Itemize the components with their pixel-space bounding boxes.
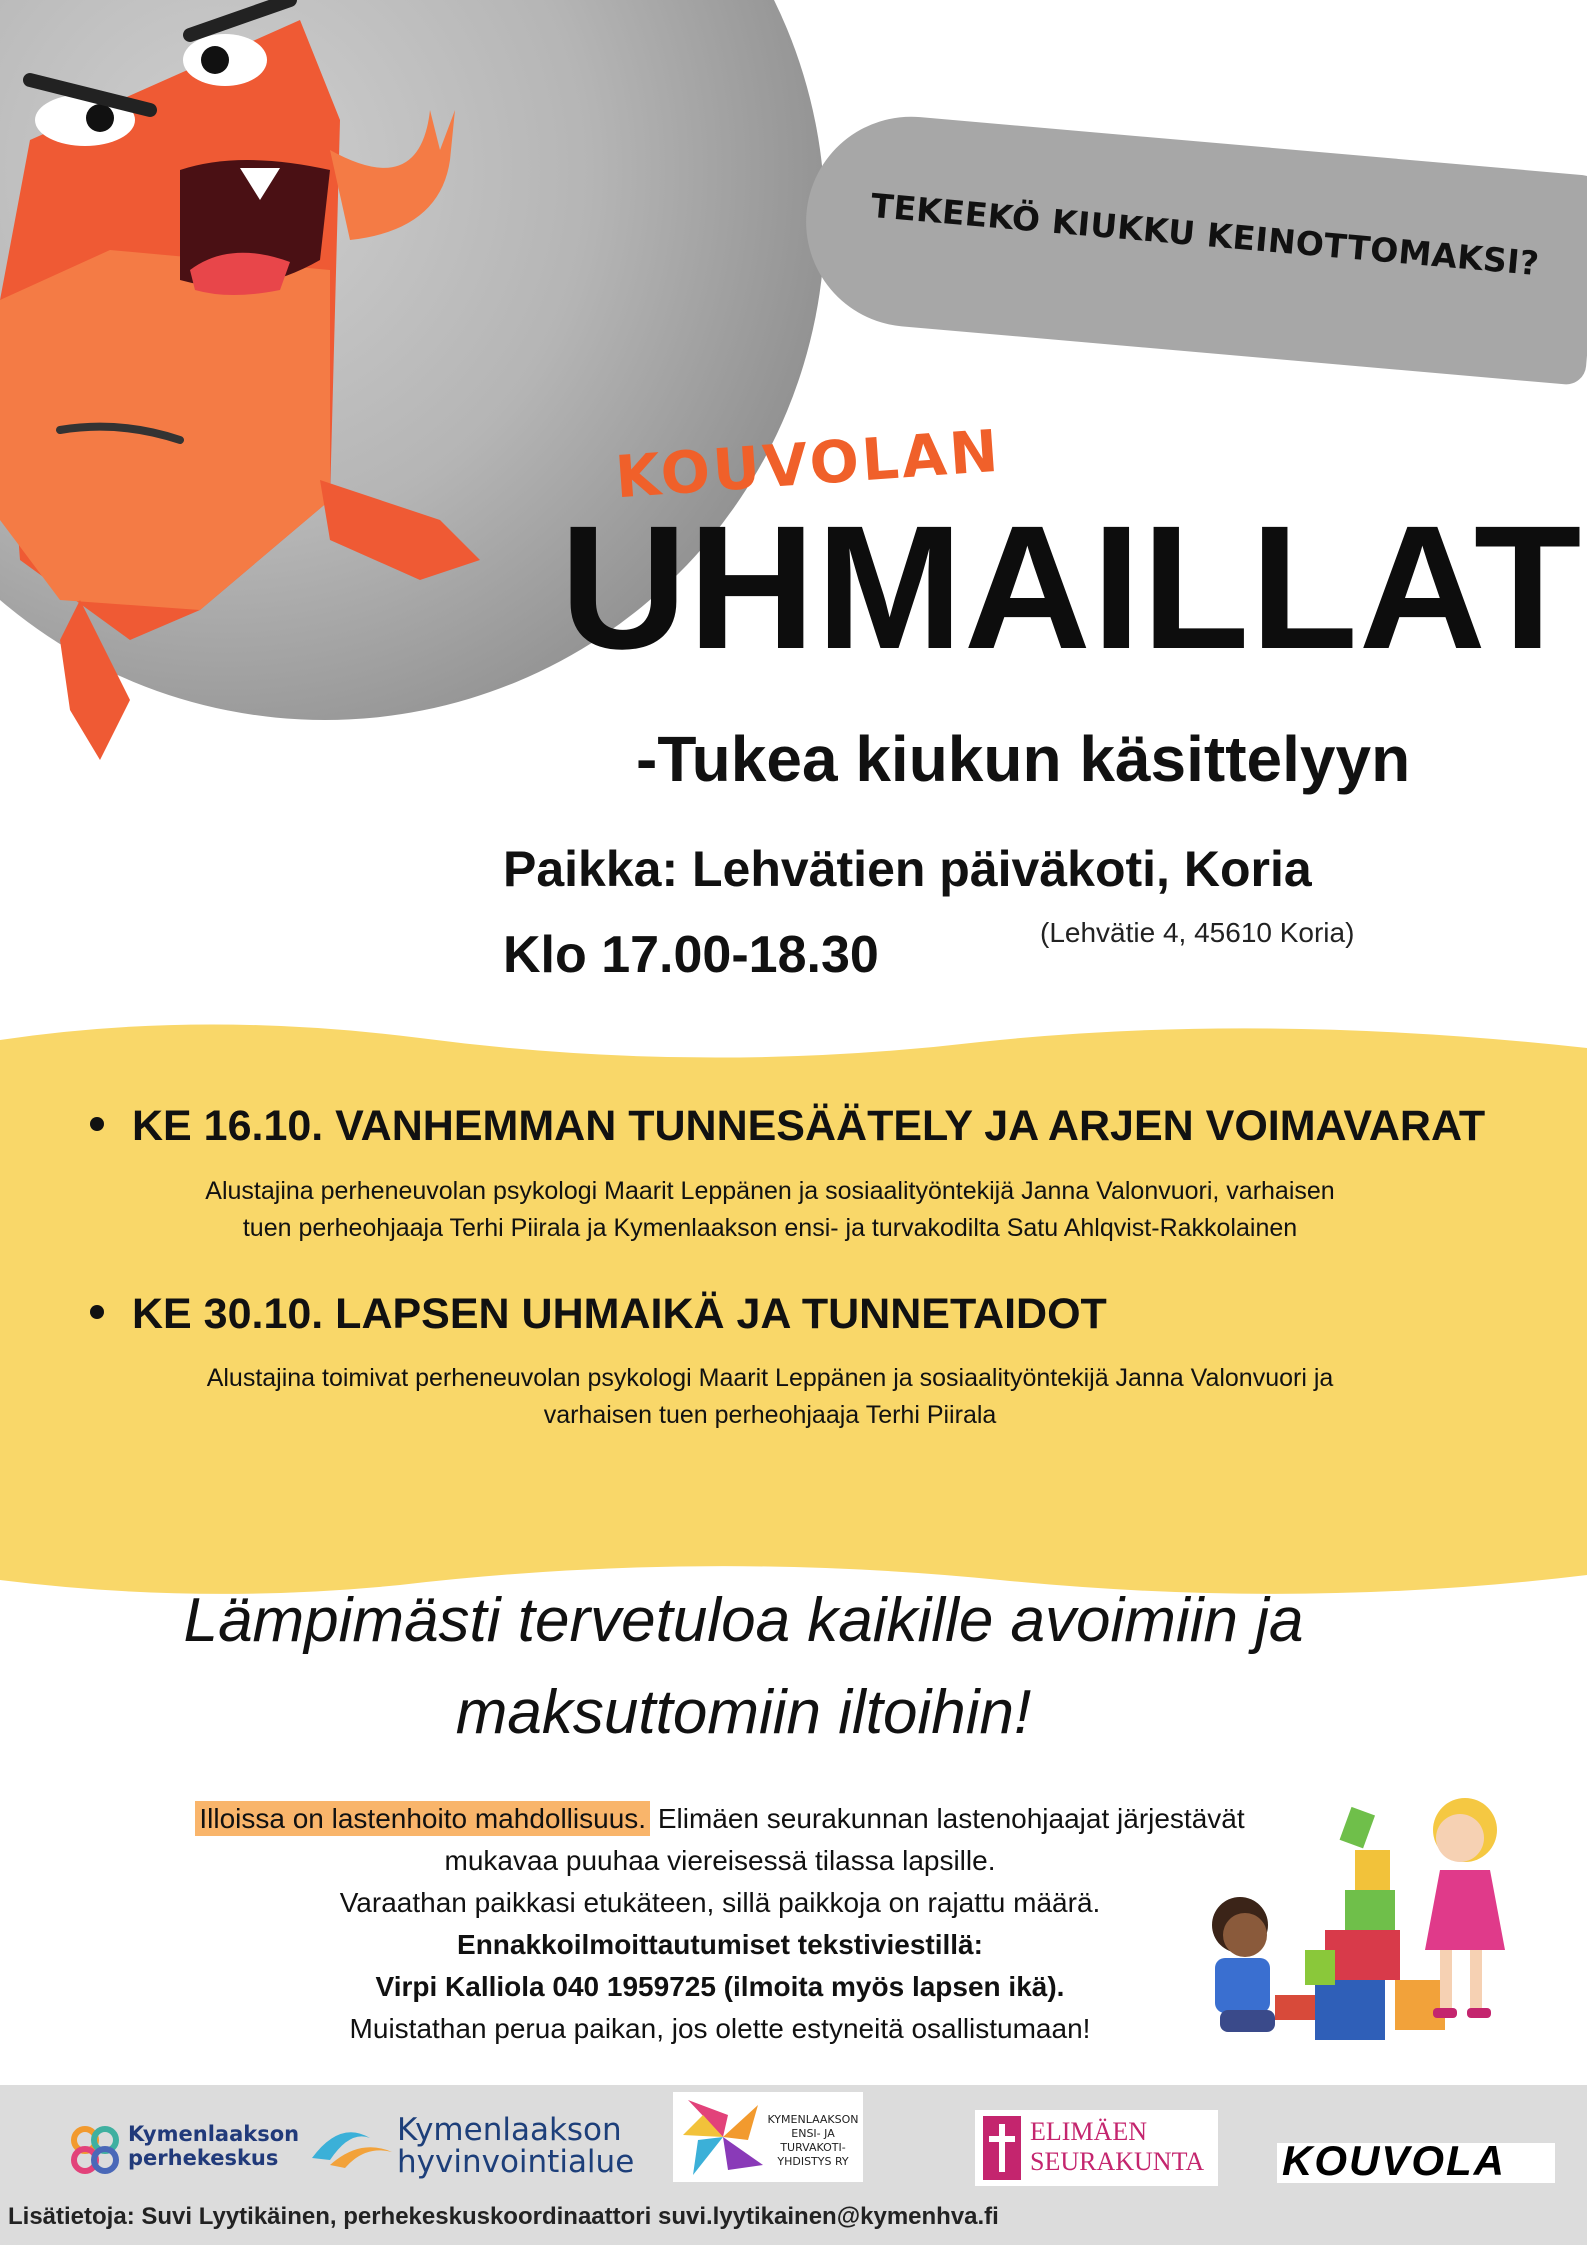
info-line5: Virpi Kalliola 040 1959725 (ilmoita myös lapsen ikä). — [375, 1971, 1065, 2002]
pinwheel-logo-icon — [678, 2095, 768, 2180]
perhekeskus-line2: perhekeskus — [128, 2146, 279, 2170]
childcare-info — [130, 1798, 1310, 2050]
event-2-description — [120, 1360, 1420, 1434]
perhekeskus-logo — [128, 2122, 299, 2170]
event-1-desc-line2: tuen perheohjaaja Terhi Piirala ja Kymenlaakson ensi- ja turvakodilta Satu Ahlqvist-Rakkolainen — [242, 1214, 1298, 1242]
childcare-highlight: Illoissa on lastenhoito mahdollisuus. — [195, 1801, 650, 1836]
bubble-question: TEKEEKÖ KIUKKU KEINOTTOMAKSI? — [869, 185, 1541, 284]
angry-monster-illustration — [0, 0, 560, 780]
elimaki-logo-text — [1030, 2117, 1204, 2177]
hyvinvointi-line1: Kymenlaakson — [397, 2112, 622, 2148]
event-2-desc-line1: Alustajina toimivat perheneuvolan psykologi Maarit Leppänen ja sosiaalityöntekijä Janna Valonvuori ja — [206, 1364, 1334, 1392]
event-2-title: KE 30.10. LAPSEN UHMAIKÄ JA TUNNETAIDOT — [132, 1290, 1107, 1338]
welcome-message — [0, 1575, 1587, 1759]
info-line4: Ennakkoilmoittautumiset tekstiviestillä: — [457, 1929, 983, 1960]
event-1-desc-line1: Alustajina perheneuvolan psykologi Maarit Leppänen ja sosiaalityöntekijä Janna Valonvuori, varhaisen — [205, 1177, 1335, 1205]
event-item-2 — [90, 1290, 1107, 1339]
bullet-icon — [90, 1305, 104, 1319]
info-line3: Varaathan paikkasi etukäteen, sillä paikkoja on rajattu määrä. — [339, 1887, 1101, 1918]
bullet-icon — [90, 1117, 104, 1131]
page-subtitle: -Tukea kiukun käsittelyyn — [636, 723, 1411, 795]
hyvinvointialue-logo — [397, 2114, 634, 2178]
ensikoti-logo-text — [763, 2113, 863, 2169]
ensikoti-line1: KYMENLAAKSON — [767, 2113, 859, 2126]
info-line6: Muistathan perua paikan, jos olette estyneitä osallistumaan! — [349, 2013, 1091, 2044]
hyvinvointialue-logo-icon — [310, 2120, 395, 2170]
event-address: (Lehvätie 4, 45610 Koria) — [1040, 917, 1355, 948]
children-playing-illustration — [1195, 1780, 1555, 2060]
welcome-line2: maksuttomiin iltoihin! — [455, 1678, 1032, 1747]
ensikoti-line2: ENSI- JA TURVAKOTI- — [780, 2127, 846, 2154]
event-item-1 — [90, 1102, 1485, 1151]
info-line2: mukavaa puuhaa viereisessä tilassa lapsille. — [444, 1845, 996, 1876]
event-2-desc-line2: varhaisen tuen perheohjaaja Terhi Piirala — [543, 1401, 997, 1429]
church-cross-icon — [983, 2116, 1021, 2180]
footer-contact: Lisätietoja: Suvi Lyytikäinen, perhekeskuskoordinaattori suvi.lyytikainen@kymenhva.fi — [8, 2203, 999, 2230]
event-1-title: KE 16.10. VANHEMMAN TUNNESÄÄTELY JA ARJEN VOIMAVARAT — [132, 1102, 1486, 1150]
event-place: Paikka: Lehvätien päiväkoti, Koria — [503, 841, 1312, 897]
elimaki-line1: ELIMÄEN — [1030, 2117, 1147, 2146]
perhekeskus-logo-icon — [70, 2125, 120, 2175]
elimaki-line2: SEURAKUNTA — [1030, 2147, 1205, 2176]
perhekeskus-line1: Kymenlaakson — [128, 2122, 300, 2146]
event-1-description — [120, 1173, 1420, 1247]
ensikoti-line3: YHDISTYS RY — [777, 2155, 849, 2168]
info-line1: Elimäen seurakunnan lastenohjaajat järjestävät — [650, 1803, 1245, 1834]
title-kicker: KOUVOLAN — [613, 416, 1004, 512]
event-time: Klo 17.00-18.30 — [503, 926, 879, 984]
hyvinvointi-line2: hyvinvointialue — [397, 2144, 635, 2180]
page-title: UHMAILLAT — [560, 490, 1583, 686]
kouvola-logo: KOUVOLA — [1282, 2137, 1506, 2184]
welcome-line1: Lämpimästi tervetuloa kaikille avoimiin ja — [183, 1586, 1304, 1655]
